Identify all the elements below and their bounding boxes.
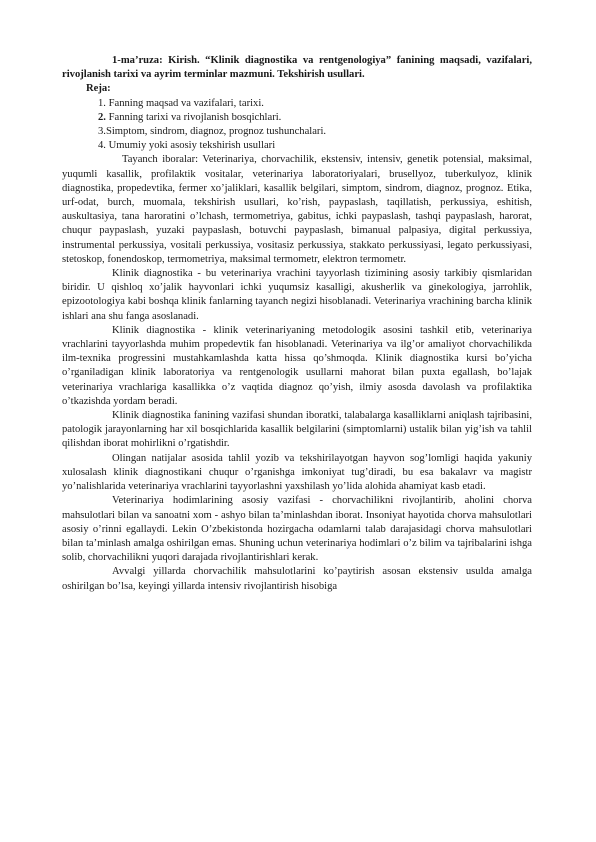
- lecture-title: 1-ma’ruza: Kirish. “Klinik diagnostika va rentgenologiya” fanining maqsadi, vazifalari, rivojlanish tarixi va ayrim terminlar mazmuni. Tekshirish usullari.: [62, 55, 532, 81]
- body-paragraph: Veterinariya hodimlarining asosiy vazifasi - chorvachilikni rivojlantirib, aholini chorva mahsulotlari bilan va sanoatni xom - ashyo bilan ta’minlashdan iborat. Insoniyat hayotida chorva mahsulotlari asosiy o’rinni egallaydi. Lekin O’zbekistonda hozirgacha odamlarni talab darajasidagi chorva mahsulotlari bilan ta’minlash amalga oshirilgan emas. Shuning uchun veterinariya hodimlari o’z bilim va tajribalarini ishga solib, chorvachilikni yuqori darajada rivojlantirishlari kerak.: [62, 495, 532, 564]
- plan-item-2: [98, 111, 532, 125]
- plan-text: Umumiy yoki asosiy tekshirish usullari: [105, 140, 276, 152]
- document-page: [62, 54, 532, 594]
- plan-number: 1.: [98, 97, 106, 109]
- body-paragraph: Olingan natijalar asosida tahlil yozib va tekshirilayotgan hayvon sog’lomligi haqida yakuniy xulosalash klinik diagnostikani chuqur o’rganishga imkoniyat tug’diradi, bu esa bakalavr va magistr yo’nalishlarida veterinariya vrachlarini tayyorlashni yaxshilash yo’lida alohida ahamiyat kasb etadi.: [62, 452, 532, 493]
- body-paragraph: Avvalgi yillarda chorvachilik mahsulotlarini ko’paytirish asosan ekstensiv usulda amalga oshirilgan bo’lsa, keyingi yillarda intensiv rivojlantirish hisobiga: [62, 566, 532, 592]
- keywords-paragraph: Tayanch iboralar: Veterinariya, chorvachilik, ekstensiv, intensiv, genetik potensial, maksimal, yuqumli kasallik, profilaktik vositalar, veterinariya laboratoriyalari, brusellyoz, tuberkulyoz, klinik diagnostika, propedevtika, fermer xo’jaliklari, kasallik belgilari, simptom, sindrom, diagnoz, prognoz. Etika, urf-odat, burch, muomala, tekshirish usullari, ko’rish, paypaslash, taqillatish, perkussiya, eshitish, auskultasiya, tana haroratini o’lchash, termometriya, gabitus, ichki paypaslash, tashqi paypaslash, harorat, chuqur paypaslash, yuzaki paypaslash, botuvchi paypaslash, bimanual palpasiya, digital perkussiya, instrumental perkussiya, vositali perkussiya, vositasiz perkussiya, stakkato perkussiyasi, legato perkussiyasi, stetoskop, fonendoskop, termometriya, maksimal termometr, elektron termometr.: [62, 154, 532, 265]
- plan-number: 4.: [98, 140, 106, 152]
- body-paragraph: Klinik diagnostika fanining vazifasi shundan iboratki, talabalarga kasalliklarni aniqlash tajribasini, patologik jarayonlarning har xil bosqichlarida kasallik belgilarini (simptomlarni) ustalik bilan yig’ish va tahlil qilishdan iborat mohirlikni o’rgatishdir.: [62, 410, 532, 450]
- plan-item-3: [98, 125, 532, 139]
- plan-text: Simptom, sindrom, diagnoz, prognoz tushunchalari.: [105, 126, 327, 138]
- plan-item-4: [98, 139, 532, 153]
- body-paragraph: Klinik diagnostika - bu veterinariya vrachini tayyorlash tizimining asosiy tarkibiy qismlaridan biridir. U qishloq xo’jalik hayvonlari ichki yuqumsiz kasalligi, akusherlik va ginekologiya, jarrohlik, epizootologiya kabi boshqa klinik fanlarning tayanch negizi hisoblanadi. Veterinariya vrachining barcha klinik ishlari ana shu fanga asoslanadi.: [62, 268, 532, 322]
- plan-text: Fanning maqsad va vazifalari, tarixi.: [105, 97, 264, 109]
- body-paragraph: Klinik diagnostika - klinik veterinariyaning metodologik asosini tashkil etib, veterinariya vrachlarini tayyorlashda muhim propedevtik fan hisoblanadi. Veterinariya va ilg’or amaliyot chorvachilikda ilm-texnika progressini mustahkamlashda katta hissa qo’shmoqda. Klinik diagnostika kursi bo’yicha o’rganiladigan klinik laboratoriya va rentgenologik usullarni mahorat bilan puxta egallash, bo’lajak veterinariya vrachlariga kasallikka o’z vaqtida diagnoz qo’yish, ilmiy asosda davolash va profilaktika o’tkazishda yordam beradi.: [62, 324, 532, 407]
- plan-item-1: [98, 97, 532, 111]
- plan-heading: Reja:: [86, 83, 111, 95]
- plan-number: 3.: [98, 126, 106, 138]
- plan-text: Fanning tarixi va rivojlanish bosqichlari.: [105, 111, 282, 123]
- plan-number: 2.: [98, 111, 106, 123]
